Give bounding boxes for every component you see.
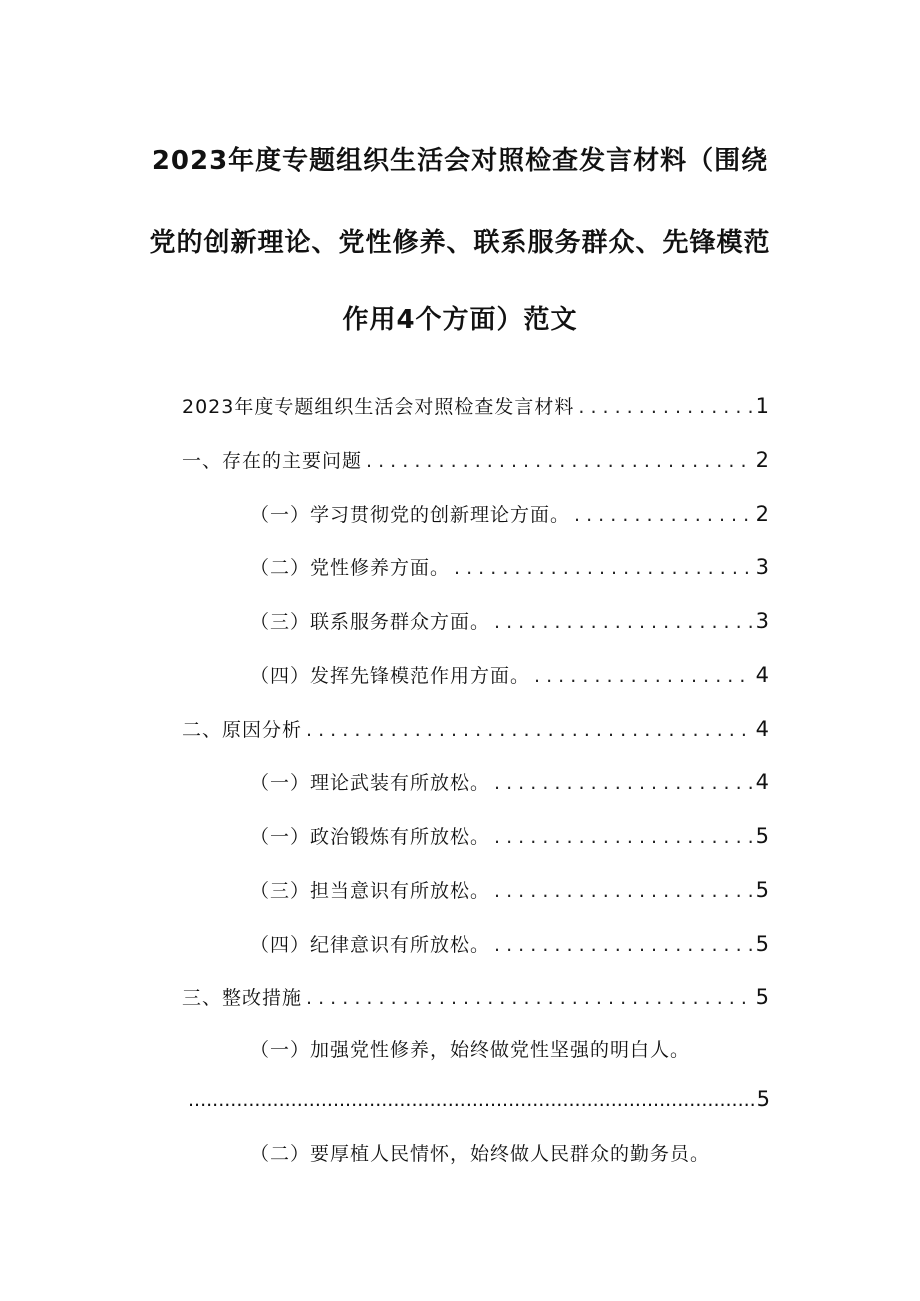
toc-entry[interactable]	[182, 446, 770, 474]
toc-leader-dots	[494, 772, 752, 794]
toc-entry-text: （三）联系服务群众方面。	[250, 611, 491, 633]
toc-entry-text: （三）担当意识有所放松。	[250, 880, 491, 902]
toc-leader-dots	[578, 396, 751, 418]
toc-leader-dots	[494, 826, 752, 848]
toc-leader-dots	[306, 719, 752, 741]
toc-page-number: 4	[755, 770, 770, 794]
toc-entry[interactable]	[250, 768, 770, 796]
toc-entry[interactable]	[250, 822, 770, 850]
toc-page-number: 5	[755, 878, 770, 902]
title-line-3: 作用4个方面）范文	[342, 305, 578, 335]
toc-entry[interactable]	[182, 983, 770, 1011]
toc-leader-dots	[574, 504, 752, 526]
toc-entry[interactable]	[250, 500, 770, 528]
toc-entry-text: （一）理论武装有所放松。	[250, 772, 491, 794]
toc-entry-text: （一）政治锻炼有所放松。	[250, 826, 491, 848]
toc-leader-dots	[188, 1089, 757, 1111]
toc-page-number: 2	[755, 502, 770, 526]
toc-entry[interactable]	[250, 930, 770, 958]
toc-entry-text: （四）纪律意识有所放松。	[250, 934, 491, 956]
toc-entry[interactable]	[250, 661, 770, 689]
toc-entry-continuation[interactable]	[188, 1087, 770, 1115]
toc-entry-text[interactable]: （一）加强党性修养，始终做党性坚强的明白人。	[250, 1039, 691, 1061]
toc-entry-text: 一、存在的主要问题	[182, 450, 363, 472]
toc-page-number: 5	[755, 932, 770, 956]
toc-entry[interactable]	[250, 607, 770, 635]
toc-leader-dots	[454, 557, 752, 579]
toc-entry-text: （四）发挥先锋模范作用方面。	[250, 665, 531, 687]
toc-entry-text: 三、整改措施	[182, 987, 303, 1009]
toc-page-number: 2	[755, 448, 770, 472]
toc-entry[interactable]	[250, 876, 770, 904]
toc-entry[interactable]	[182, 715, 770, 743]
toc-entry-text: 2023年度专题组织生活会对照检查发言材料	[182, 396, 575, 418]
toc-leader-dots	[534, 665, 752, 687]
toc-entry-text: 二、原因分析	[182, 719, 303, 741]
toc-page-number: 4	[755, 717, 770, 741]
toc-entry-text: （一）学习贯彻党的创新理论方面。	[250, 504, 571, 526]
toc-page-number: 5	[755, 824, 770, 848]
toc-page-number: 3	[755, 609, 770, 633]
toc-entry[interactable]	[250, 553, 770, 581]
title-line-1: 2023年度专题组织生活会对照检查发言材料（围绕	[151, 146, 769, 176]
toc-page-number: 4	[755, 663, 770, 687]
toc-leader-dots	[494, 934, 752, 956]
toc-leader-dots	[306, 987, 752, 1009]
toc-page-number: 3	[755, 555, 770, 579]
toc-page-number: 5	[755, 985, 770, 1009]
toc-page-number: 5	[756, 1087, 770, 1111]
toc-leader-dots	[494, 611, 752, 633]
toc-entry-text: （二）党性修养方面。	[250, 557, 451, 579]
toc-leader-dots	[366, 450, 752, 472]
toc-leader-dots	[494, 880, 752, 902]
title-line-2: 党的创新理论、党性修养、联系服务群众、先锋模范	[149, 228, 771, 258]
toc-entry-text[interactable]: （二）要厚植人民情怀，始终做人民群众的勤务员。	[250, 1143, 711, 1165]
toc-entry[interactable]	[182, 392, 770, 420]
toc-page-number: 1	[755, 394, 770, 418]
